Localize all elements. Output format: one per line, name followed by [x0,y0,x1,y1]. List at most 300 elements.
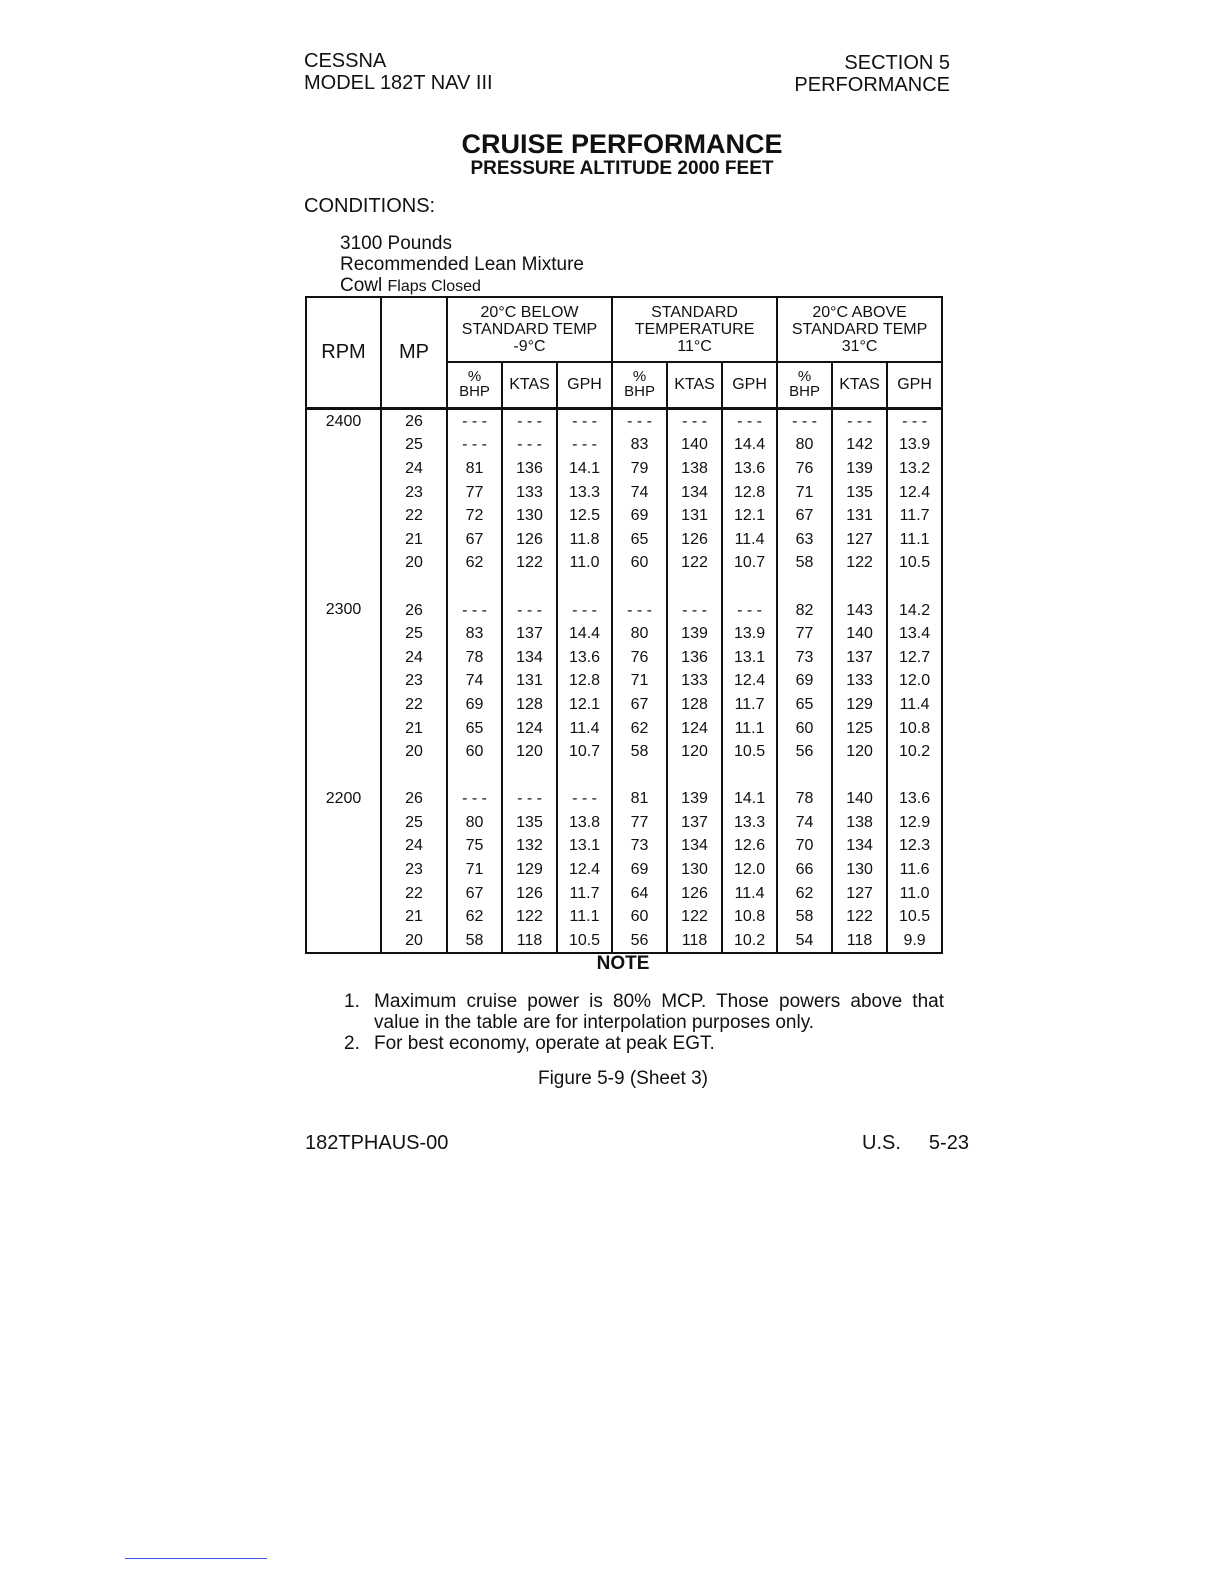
rpm-cell [306,693,381,717]
ktas-above-cell: 135 [832,480,887,504]
gph-above-cell: 11.6 [887,858,942,882]
condition-mixture: Recommended Lean Mixture [340,254,584,275]
spacer-cell [612,763,667,787]
mp-cell: 20 [381,929,447,954]
gph-std-cell: 12.6 [722,834,777,858]
gph-above-cell: 14.2 [887,598,942,622]
ktas-std-cell: 126 [667,527,722,551]
rpm-cell [306,457,381,481]
pct-bhp-std-cell: 83 [612,433,667,457]
gph-below-cell: - - - [557,787,612,811]
gph-below-cell: 12.1 [557,693,612,717]
pct-bhp-below-cell: 62 [447,905,502,929]
table-row [306,551,942,575]
ktas-below-cell: 129 [502,858,557,882]
pct-bhp-above-cell: 76 [777,457,832,481]
spacer-cell [447,575,502,599]
gph-above-cell: 13.9 [887,433,942,457]
pct-bhp-above-cell: 80 [777,433,832,457]
ktas-above-cell: 140 [832,622,887,646]
subheader-pct-bhp [612,362,667,408]
table-row [306,693,942,717]
ktas-std-cell: 134 [667,834,722,858]
rpm-cell [306,811,381,835]
gph-below-cell: 11.4 [557,716,612,740]
pct-bhp-above-cell: 62 [777,881,832,905]
ktas-std-cell: 138 [667,457,722,481]
mp-cell: 22 [381,881,447,905]
spacer-cell [447,763,502,787]
pct-bhp-below-cell: 58 [447,929,502,954]
ktas-std-cell: 137 [667,811,722,835]
group-above-line2: STANDARD TEMP [791,321,928,338]
mp-cell: 26 [381,598,447,622]
ktas-below-cell: 130 [502,504,557,528]
mp-cell: 20 [381,551,447,575]
subheader-pct-bhp [777,362,832,408]
rpm-cell [306,929,381,954]
note-item [344,1033,944,1054]
gph-above-cell: 10.8 [887,716,942,740]
pct-bhp-below-cell: 65 [447,716,502,740]
table-spacer-row [306,575,942,599]
spacer-cell [557,575,612,599]
pct-bhp-above-cell: 67 [777,504,832,528]
mp-cell: 24 [381,645,447,669]
page-title: CRUISE PERFORMANCE [461,129,783,159]
ktas-below-cell: 132 [502,834,557,858]
spacer-cell [887,763,942,787]
gph-below-cell: 10.5 [557,929,612,954]
group-above-line3: 31°C [841,338,878,355]
pct-bhp-below-cell: 67 [447,527,502,551]
subheader-ktas: KTAS [832,362,887,408]
mp-cell: 22 [381,504,447,528]
ktas-above-cell: 129 [832,693,887,717]
ktas-below-cell: 122 [502,551,557,575]
spacer-cell [306,763,381,787]
pct-bhp-below-cell: 83 [447,622,502,646]
pct-bhp-below-cell: - - - [447,787,502,811]
gph-std-cell: - - - [722,408,777,433]
ktas-below-cell: 136 [502,457,557,481]
table-row [306,858,942,882]
mp-cell: 22 [381,693,447,717]
gph-below-cell: 12.8 [557,669,612,693]
gph-below-cell: - - - [557,408,612,433]
gph-above-cell: 13.4 [887,622,942,646]
gph-below-cell: - - - [557,598,612,622]
spacer-cell [722,575,777,599]
gph-std-cell: 13.6 [722,457,777,481]
rpm-cell [306,551,381,575]
ktas-std-cell: 126 [667,881,722,905]
pct-bhp-below-cell: 69 [447,693,502,717]
rpm-cell [306,740,381,764]
gph-above-cell: 12.7 [887,645,942,669]
footer-page [862,1132,969,1155]
ktas-below-cell: - - - [502,408,557,433]
pct-bhp-above-cell: 69 [777,669,832,693]
subheader-bhp: BHP [624,382,655,400]
gph-below-cell: 13.1 [557,834,612,858]
ktas-above-cell: 127 [832,881,887,905]
gph-above-cell: 9.9 [887,929,942,954]
group-standard-line3: 11°C [677,338,712,355]
table-row [306,716,942,740]
pct-bhp-std-cell: 60 [612,551,667,575]
footer-page-number: 5-23 [928,1132,969,1154]
group-below-line2: STANDARD TEMP [461,321,598,338]
pct-bhp-above-cell: 70 [777,834,832,858]
table-row [306,457,942,481]
gph-below-cell: - - - [557,433,612,457]
ktas-above-cell: - - - [832,408,887,433]
rpm-cell [306,834,381,858]
subheader-gph: GPH [722,362,777,408]
table-row [306,527,942,551]
ktas-std-cell: 120 [667,740,722,764]
ktas-below-cell: 124 [502,716,557,740]
ktas-below-cell: 131 [502,669,557,693]
gph-above-cell: 12.3 [887,834,942,858]
gph-below-cell: 14.1 [557,457,612,481]
rpm-cell [306,622,381,646]
ktas-above-cell: 127 [832,527,887,551]
ktas-std-cell: 130 [667,858,722,882]
figure-caption: Figure 5-9 (Sheet 3) [537,1068,709,1089]
ktas-below-cell: 118 [502,929,557,954]
gph-std-cell: 10.8 [722,905,777,929]
gph-std-cell: 11.4 [722,881,777,905]
subheader-pct-bhp [447,362,502,408]
ktas-below-cell: - - - [502,433,557,457]
spacer-cell [502,575,557,599]
gph-below-cell: 14.4 [557,622,612,646]
gph-above-cell: 10.5 [887,551,942,575]
spacer-cell [667,763,722,787]
ktas-std-cell: 136 [667,645,722,669]
gph-std-cell: 11.7 [722,693,777,717]
pct-bhp-std-cell: 76 [612,645,667,669]
mp-cell: 24 [381,457,447,481]
table-row [306,598,942,622]
ktas-above-cell: 142 [832,433,887,457]
ktas-std-cell: 134 [667,480,722,504]
pct-bhp-below-cell: 71 [447,858,502,882]
ktas-std-cell: 124 [667,716,722,740]
gph-std-cell: 13.9 [722,622,777,646]
ktas-std-cell: 133 [667,669,722,693]
gph-std-cell: 10.7 [722,551,777,575]
rpm-cell: 2200 [306,787,381,811]
gph-std-cell: 14.1 [722,787,777,811]
pct-bhp-above-cell: 58 [777,551,832,575]
gph-above-cell: 10.2 [887,740,942,764]
gph-std-cell: - - - [722,598,777,622]
ktas-above-cell: 134 [832,834,887,858]
pct-bhp-above-cell: - - - [777,408,832,433]
pct-bhp-std-cell: 73 [612,834,667,858]
pct-bhp-above-cell: 56 [777,740,832,764]
gph-below-cell: 11.8 [557,527,612,551]
ktas-below-cell: - - - [502,787,557,811]
rpm-cell [306,527,381,551]
gph-above-cell: 11.1 [887,527,942,551]
ktas-std-cell: 139 [667,622,722,646]
ktas-std-cell: - - - [667,408,722,433]
ktas-below-cell: 120 [502,740,557,764]
pct-bhp-below-cell: 67 [447,881,502,905]
ktas-below-cell: 122 [502,905,557,929]
gph-above-cell: 11.7 [887,504,942,528]
ktas-above-cell: 139 [832,457,887,481]
condition-weight: 3100 Pounds [340,233,452,254]
gph-std-cell: 10.5 [722,740,777,764]
ktas-above-cell: 143 [832,598,887,622]
gph-std-cell: 11.4 [722,527,777,551]
pct-bhp-std-cell: 64 [612,881,667,905]
spacer-cell [832,575,887,599]
rpm-cell [306,716,381,740]
subheader-ktas: KTAS [667,362,722,408]
spacer-cell [722,763,777,787]
ktas-below-cell: 126 [502,881,557,905]
header-manufacturer: CESSNA [304,50,387,72]
gph-above-cell: - - - [887,408,942,433]
table-row [306,740,942,764]
table-row [306,905,942,929]
pct-bhp-std-cell: 58 [612,740,667,764]
pct-bhp-below-cell: - - - [447,408,502,433]
conditions-label: CONDITIONS: [304,195,436,217]
table-spacer-row [306,763,942,787]
rpm-cell [306,858,381,882]
gph-below-cell: 13.8 [557,811,612,835]
gph-std-cell: 14.4 [722,433,777,457]
pct-bhp-above-cell: 60 [777,716,832,740]
rpm-cell [306,881,381,905]
header-section-title: PERFORMANCE [794,74,950,96]
pct-bhp-below-cell: 81 [447,457,502,481]
ktas-std-cell: 122 [667,905,722,929]
mp-cell: 25 [381,811,447,835]
mp-cell: 25 [381,622,447,646]
pct-bhp-std-cell: 62 [612,716,667,740]
mp-cell: 24 [381,834,447,858]
ktas-below-cell: 135 [502,811,557,835]
gph-below-cell: 11.7 [557,881,612,905]
conditions-list [340,233,584,297]
gph-above-cell: 12.4 [887,480,942,504]
mp-cell: 21 [381,527,447,551]
gph-above-cell: 12.0 [887,669,942,693]
table-row [306,929,942,954]
ktas-above-cell: 125 [832,716,887,740]
spacer-cell [306,575,381,599]
spacer-cell [612,575,667,599]
group-standard-line1: STANDARD [651,304,738,321]
ktas-std-cell: 122 [667,551,722,575]
ktas-std-cell: 140 [667,433,722,457]
table-row [306,433,942,457]
table-row [306,645,942,669]
gph-above-cell: 11.4 [887,693,942,717]
mp-cell: 21 [381,716,447,740]
pct-bhp-below-cell: 62 [447,551,502,575]
note-title: NOTE [596,953,650,974]
group-standard-line2: TEMPERATURE [634,321,755,338]
pct-bhp-above-cell: 73 [777,645,832,669]
ktas-below-cell: 126 [502,527,557,551]
pct-bhp-below-cell: 74 [447,669,502,693]
pct-bhp-std-cell: 71 [612,669,667,693]
table-row [306,622,942,646]
mp-cell: 26 [381,408,447,433]
gph-std-cell: 13.1 [722,645,777,669]
mp-cell: 20 [381,740,447,764]
rpm-cell: 2300 [306,598,381,622]
header-left [304,50,493,94]
rpm-cell [306,504,381,528]
ktas-above-cell: 122 [832,551,887,575]
pct-bhp-below-cell: 75 [447,834,502,858]
cruise-performance-table [305,296,943,954]
gph-std-cell: 11.1 [722,716,777,740]
footer-region: U.S. [862,1132,901,1154]
rpm-cell [306,480,381,504]
pct-bhp-std-cell: 77 [612,811,667,835]
pct-bhp-above-cell: 78 [777,787,832,811]
mp-cell: 26 [381,787,447,811]
note-text: Maximum cruise power is 80% MCP. Those powers above that value in the table are for interpolation purposes only. [374,991,944,1033]
ktas-std-cell: 139 [667,787,722,811]
table-row [306,834,942,858]
pct-bhp-above-cell: 66 [777,858,832,882]
group-below-line1: 20°C BELOW [480,304,579,321]
header-model: MODEL 182T NAV III [304,72,493,94]
spacer-cell [777,575,832,599]
table-row [306,504,942,528]
ktas-above-cell: 138 [832,811,887,835]
table-row [306,811,942,835]
column-header-rpm: RPM [306,297,381,408]
ktas-std-cell: 131 [667,504,722,528]
gph-above-cell: 13.2 [887,457,942,481]
table-row [306,881,942,905]
pct-bhp-std-cell: 69 [612,504,667,528]
table-row [306,408,942,433]
note-number: 2. [344,1033,360,1054]
subheader-bhp: BHP [789,382,820,400]
pct-bhp-above-cell: 74 [777,811,832,835]
gph-below-cell: 12.4 [557,858,612,882]
ktas-below-cell: 134 [502,645,557,669]
pct-bhp-std-cell: - - - [612,408,667,433]
pct-bhp-above-cell: 58 [777,905,832,929]
spacer-cell [502,763,557,787]
pct-bhp-above-cell: 54 [777,929,832,954]
pct-bhp-above-cell: 65 [777,693,832,717]
pct-bhp-below-cell: 78 [447,645,502,669]
spacer-cell [777,763,832,787]
pct-bhp-below-cell: - - - [447,598,502,622]
note-text: For best economy, operate at peak EGT. [374,1033,715,1054]
rpm-cell: 2400 [306,408,381,433]
subheader-pct: % [467,367,482,385]
spacer-cell [832,763,887,787]
gph-above-cell: 12.9 [887,811,942,835]
ktas-above-cell: 140 [832,787,887,811]
pct-bhp-std-cell: 79 [612,457,667,481]
spacer-cell [667,575,722,599]
note-item [344,991,944,1033]
pct-bhp-below-cell: 80 [447,811,502,835]
table-row [306,480,942,504]
rpm-cell [306,905,381,929]
pct-bhp-std-cell: 60 [612,905,667,929]
mp-cell: 21 [381,905,447,929]
gph-std-cell: 13.3 [722,811,777,835]
condition-cowl-flaps: Cowl Flaps Closed [340,275,481,296]
gph-above-cell: 13.6 [887,787,942,811]
group-header-below-standard [447,297,612,362]
page-subtitle: PRESSURE ALTITUDE 2000 FEET [470,158,774,179]
pct-bhp-std-cell: 74 [612,480,667,504]
spacer-cell [887,575,942,599]
pct-bhp-std-cell: 56 [612,929,667,954]
rpm-cell [306,433,381,457]
ktas-std-cell: 118 [667,929,722,954]
table-row [306,787,942,811]
gph-std-cell: 10.2 [722,929,777,954]
ktas-std-cell: - - - [667,598,722,622]
column-header-mp: MP [381,297,447,408]
header-section: SECTION 5 [844,52,950,74]
subheader-ktas: KTAS [502,362,557,408]
gph-std-cell: 12.8 [722,480,777,504]
group-header-standard [612,297,777,362]
pct-bhp-above-cell: 77 [777,622,832,646]
pct-bhp-above-cell: 82 [777,598,832,622]
ktas-below-cell: 137 [502,622,557,646]
pct-bhp-std-cell: 80 [612,622,667,646]
gph-below-cell: 11.1 [557,905,612,929]
gph-below-cell: 10.7 [557,740,612,764]
table-row [306,669,942,693]
ktas-above-cell: 137 [832,645,887,669]
ktas-below-cell: 128 [502,693,557,717]
subheader-bhp: BHP [459,382,490,400]
mp-cell: 23 [381,858,447,882]
rpm-cell [306,669,381,693]
pct-bhp-below-cell: - - - [447,433,502,457]
gph-below-cell: 11.0 [557,551,612,575]
mp-cell: 23 [381,669,447,693]
ktas-above-cell: 118 [832,929,887,954]
spacer-cell [557,763,612,787]
ktas-above-cell: 130 [832,858,887,882]
pct-bhp-below-cell: 72 [447,504,502,528]
mp-cell: 25 [381,433,447,457]
gph-std-cell: 12.4 [722,669,777,693]
pct-bhp-above-cell: 71 [777,480,832,504]
notes-list [344,991,944,1054]
gph-below-cell: 13.3 [557,480,612,504]
ktas-above-cell: 133 [832,669,887,693]
group-below-line3: -9°C [513,338,546,355]
ktas-below-cell: 133 [502,480,557,504]
